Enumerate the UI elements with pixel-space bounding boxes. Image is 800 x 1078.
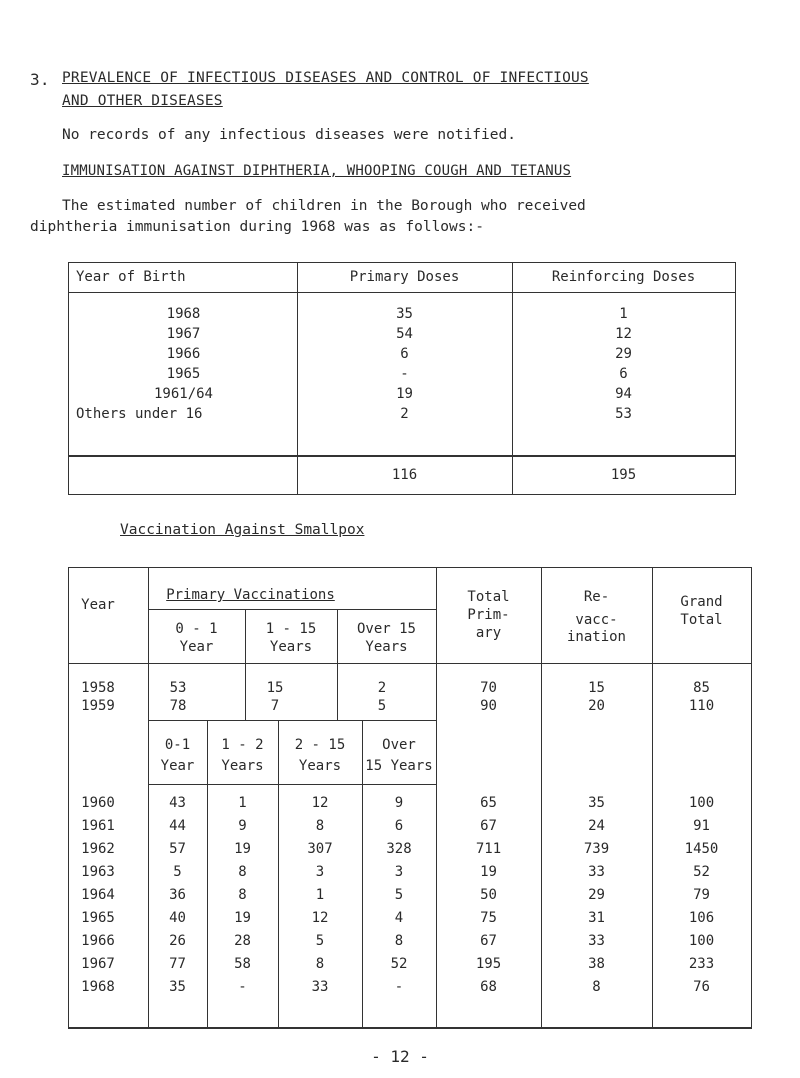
smallpox-cell: 2 [377, 680, 387, 696]
sub-header-a-1-line2: Years [269, 639, 313, 655]
smallpox-cell: 8 [238, 887, 247, 903]
header-revacc-1: Re- [583, 589, 610, 605]
sub-header-b-0-line2: Year [160, 758, 195, 774]
smallpox-year-cell: 1959 [81, 698, 115, 714]
smallpox-revacc-cell: 24 [588, 818, 605, 834]
smallpox-grand-total-cell: 100 [688, 933, 715, 949]
smallpox-grand-total-cell: 100 [688, 795, 715, 811]
sub-header-b-1-line2: Years [221, 758, 264, 774]
reinforcing-doses-cell: 53 [615, 406, 632, 422]
smallpox-cell: 3 [315, 864, 325, 880]
smallpox-revacc-cell: 20 [588, 698, 605, 714]
reinforcing-doses-cell: 6 [619, 366, 628, 382]
smallpox-total-primary-cell: 50 [480, 887, 497, 903]
year-of-birth-cell: 1968 [166, 306, 201, 322]
smallpox-cell: 35 [169, 979, 186, 995]
smallpox-cell: 52 [390, 956, 408, 972]
smallpox-cell: 3 [394, 864, 404, 880]
sub-header-b-3-line2: 15 Years [365, 758, 433, 774]
smallpox-year-cell: 1963 [81, 864, 115, 880]
smallpox-year-cell: 1961 [81, 818, 115, 834]
smallpox-cell: 5 [173, 864, 182, 880]
header-reinforcing-doses: Reinforcing Doses [551, 269, 696, 285]
primary-doses-cell: 2 [400, 406, 409, 422]
reinforcing-doses-cell: 94 [615, 386, 632, 402]
reinforcing-doses-cell: 29 [615, 346, 632, 362]
smallpox-year-cell: 1967 [81, 956, 115, 972]
smallpox-year-cell: 1960 [81, 795, 115, 811]
sub-header-a-2-line1: Over 15 [356, 621, 416, 637]
reinforcing-doses-cell: 1 [619, 306, 628, 322]
section-number: 3. [30, 70, 50, 89]
smallpox-grand-total-cell: 52 [693, 864, 710, 880]
smallpox-total-primary-cell: 711 [475, 841, 502, 857]
smallpox-revacc-cell: 33 [588, 864, 605, 880]
page-number: - 12 - [371, 1047, 429, 1066]
primary-doses-cell: 54 [396, 326, 413, 342]
smallpox-year-cell: 1964 [81, 887, 115, 903]
smallpox-grand-total-cell: 110 [688, 698, 715, 714]
header-revacc-2: vacc- [575, 612, 618, 628]
sub-header-b-1-line1: 1 - 2 [221, 737, 264, 753]
smallpox-cell: 6 [394, 818, 404, 834]
smallpox-grand-total-cell: 85 [693, 680, 710, 696]
year-of-birth-cell: 1966 [166, 346, 201, 362]
smallpox-cell: 5 [377, 698, 387, 714]
header-primary-doses: Primary Doses [349, 269, 460, 285]
smallpox-cell: 19 [234, 841, 251, 857]
smallpox-year-cell: 1958 [81, 680, 115, 696]
sub-header-b-0-line1: 0-1 [164, 737, 191, 753]
section-heading-line1: PREVALENCE OF INFECTIOUS DISEASES AND CONTROL OF INFECTIOUS [62, 70, 589, 86]
smallpox-total-primary-cell: 67 [480, 933, 497, 949]
smallpox-cell: 5 [394, 887, 404, 903]
smallpox-revacc-cell: 38 [588, 956, 605, 972]
header-grand-total-1: Grand [680, 594, 723, 610]
immunisation-intro-1: The estimated number of children in the Borough who received [62, 198, 586, 214]
header-primary-vaccinations: Primary Vaccinations [166, 587, 335, 603]
header-revacc-3: ination [566, 629, 626, 645]
smallpox-total-primary-cell: 67 [480, 818, 497, 834]
smallpox-cell: 4 [394, 910, 404, 926]
reinforcing-doses-cell: 12 [615, 326, 632, 342]
smallpox-total-primary-cell: 65 [480, 795, 497, 811]
year-of-birth-cell: Others under 16 [76, 406, 203, 422]
total-reinforcing: 195 [610, 467, 637, 483]
year-of-birth-cell: 1961/64 [153, 386, 213, 402]
smallpox-revacc-cell: 31 [588, 910, 605, 926]
smallpox-grand-total-cell: 76 [693, 979, 710, 995]
smallpox-cell: 5 [315, 933, 325, 949]
smallpox-revacc-cell: 739 [583, 841, 610, 857]
smallpox-revacc-cell: 35 [588, 795, 605, 811]
smallpox-year-cell: 1966 [81, 933, 115, 949]
header-year-of-birth: Year of Birth [76, 269, 186, 285]
smallpox-cell: 43 [169, 795, 186, 811]
total-primary: 116 [391, 467, 418, 483]
smallpox-cell: 28 [234, 933, 251, 949]
smallpox-total-primary-cell: 75 [480, 910, 497, 926]
smallpox-cell: 58 [234, 956, 251, 972]
sub-header-a-1-line1: 1 - 15 [265, 621, 317, 637]
smallpox-revacc-cell: 8 [592, 979, 601, 995]
header-total-primary-3: ary [475, 625, 502, 641]
smallpox-grand-total-cell: 233 [688, 956, 715, 972]
header-grand-total-2: Total [680, 612, 723, 628]
smallpox-cell: 307 [307, 841, 333, 857]
smallpox-cell: 77 [169, 956, 186, 972]
smallpox-cell: 12 [311, 910, 329, 926]
smallpox-cell: 1 [315, 887, 325, 903]
smallpox-title: Vaccination Against Smallpox [120, 522, 365, 538]
sub-header-a-2-line2: Years [365, 639, 408, 655]
header-total-primary-1: Total [467, 589, 510, 605]
smallpox-cell: - [238, 979, 247, 995]
smallpox-cell: 12 [311, 795, 329, 811]
smallpox-grand-total-cell: 91 [693, 818, 710, 834]
smallpox-cell: - [394, 979, 404, 995]
primary-doses-cell: 19 [396, 386, 413, 402]
smallpox-year-cell: 1962 [81, 841, 115, 857]
smallpox-cell: 9 [238, 818, 247, 834]
smallpox-cell: 8 [238, 864, 247, 880]
smallpox-cell: 8 [315, 956, 325, 972]
header-year: Year [81, 597, 115, 613]
year-of-birth-cell: 1965 [166, 366, 201, 382]
section-heading-line2: AND OTHER DISEASES [62, 93, 223, 109]
smallpox-year-cell: 1965 [81, 910, 115, 926]
sub-header-b-2-line1: 2 - 15 [294, 737, 346, 753]
sub-header-a-0-line1: 0 - 1 [175, 621, 218, 637]
smallpox-cell: 33 [311, 979, 329, 995]
sub-header-b-3-line1: Over [382, 737, 416, 753]
year-of-birth-cell: 1967 [166, 326, 201, 342]
smallpox-total-primary-cell: 90 [480, 698, 497, 714]
header-total-primary-2: Prim- [467, 607, 510, 623]
primary-doses-cell: - [400, 366, 409, 382]
smallpox-year-cell: 1968 [81, 979, 115, 995]
smallpox-cell: 36 [169, 887, 186, 903]
notice-text: No records of any infectious diseases were notified. [62, 127, 516, 143]
smallpox-cell: 8 [315, 818, 325, 834]
smallpox-grand-total-cell: 1450 [684, 841, 719, 857]
smallpox-revacc-cell: 15 [588, 680, 605, 696]
smallpox-cell: 8 [394, 933, 404, 949]
smallpox-cell: 19 [234, 910, 251, 926]
primary-doses-cell: 35 [396, 306, 413, 322]
smallpox-cell: 40 [169, 910, 186, 926]
smallpox-cell: 9 [394, 795, 404, 811]
smallpox-cell: 26 [169, 933, 186, 949]
smallpox-grand-total-cell: 79 [693, 887, 710, 903]
smallpox-cell: 328 [386, 841, 412, 857]
smallpox-cell: 53 [169, 680, 187, 696]
smallpox-grand-total-cell: 106 [688, 910, 715, 926]
smallpox-total-primary-cell: 68 [480, 979, 497, 995]
sub-header-b-2-line2: Years [298, 758, 342, 774]
smallpox-cell: 1 [238, 795, 247, 811]
immunisation-title: IMMUNISATION AGAINST DIPHTHERIA, WHOOPING COUGH AND TETANUS [62, 163, 572, 179]
primary-doses-cell: 6 [400, 346, 409, 362]
smallpox-total-primary-cell: 195 [475, 956, 502, 972]
smallpox-total-primary-cell: 19 [480, 864, 497, 880]
smallpox-cell: 7 [270, 698, 280, 714]
smallpox-revacc-cell: 33 [588, 933, 605, 949]
sub-header-a-0-line2: Year [179, 639, 214, 655]
smallpox-cell: 78 [169, 698, 187, 714]
smallpox-cell: 44 [169, 818, 186, 834]
immunisation-intro-2: diphtheria immunisation during 1968 was as follows:- [30, 219, 484, 235]
smallpox-total-primary-cell: 70 [480, 680, 497, 696]
smallpox-cell: 57 [169, 841, 186, 857]
smallpox-cell: 15 [266, 680, 284, 696]
smallpox-revacc-cell: 29 [588, 887, 605, 903]
